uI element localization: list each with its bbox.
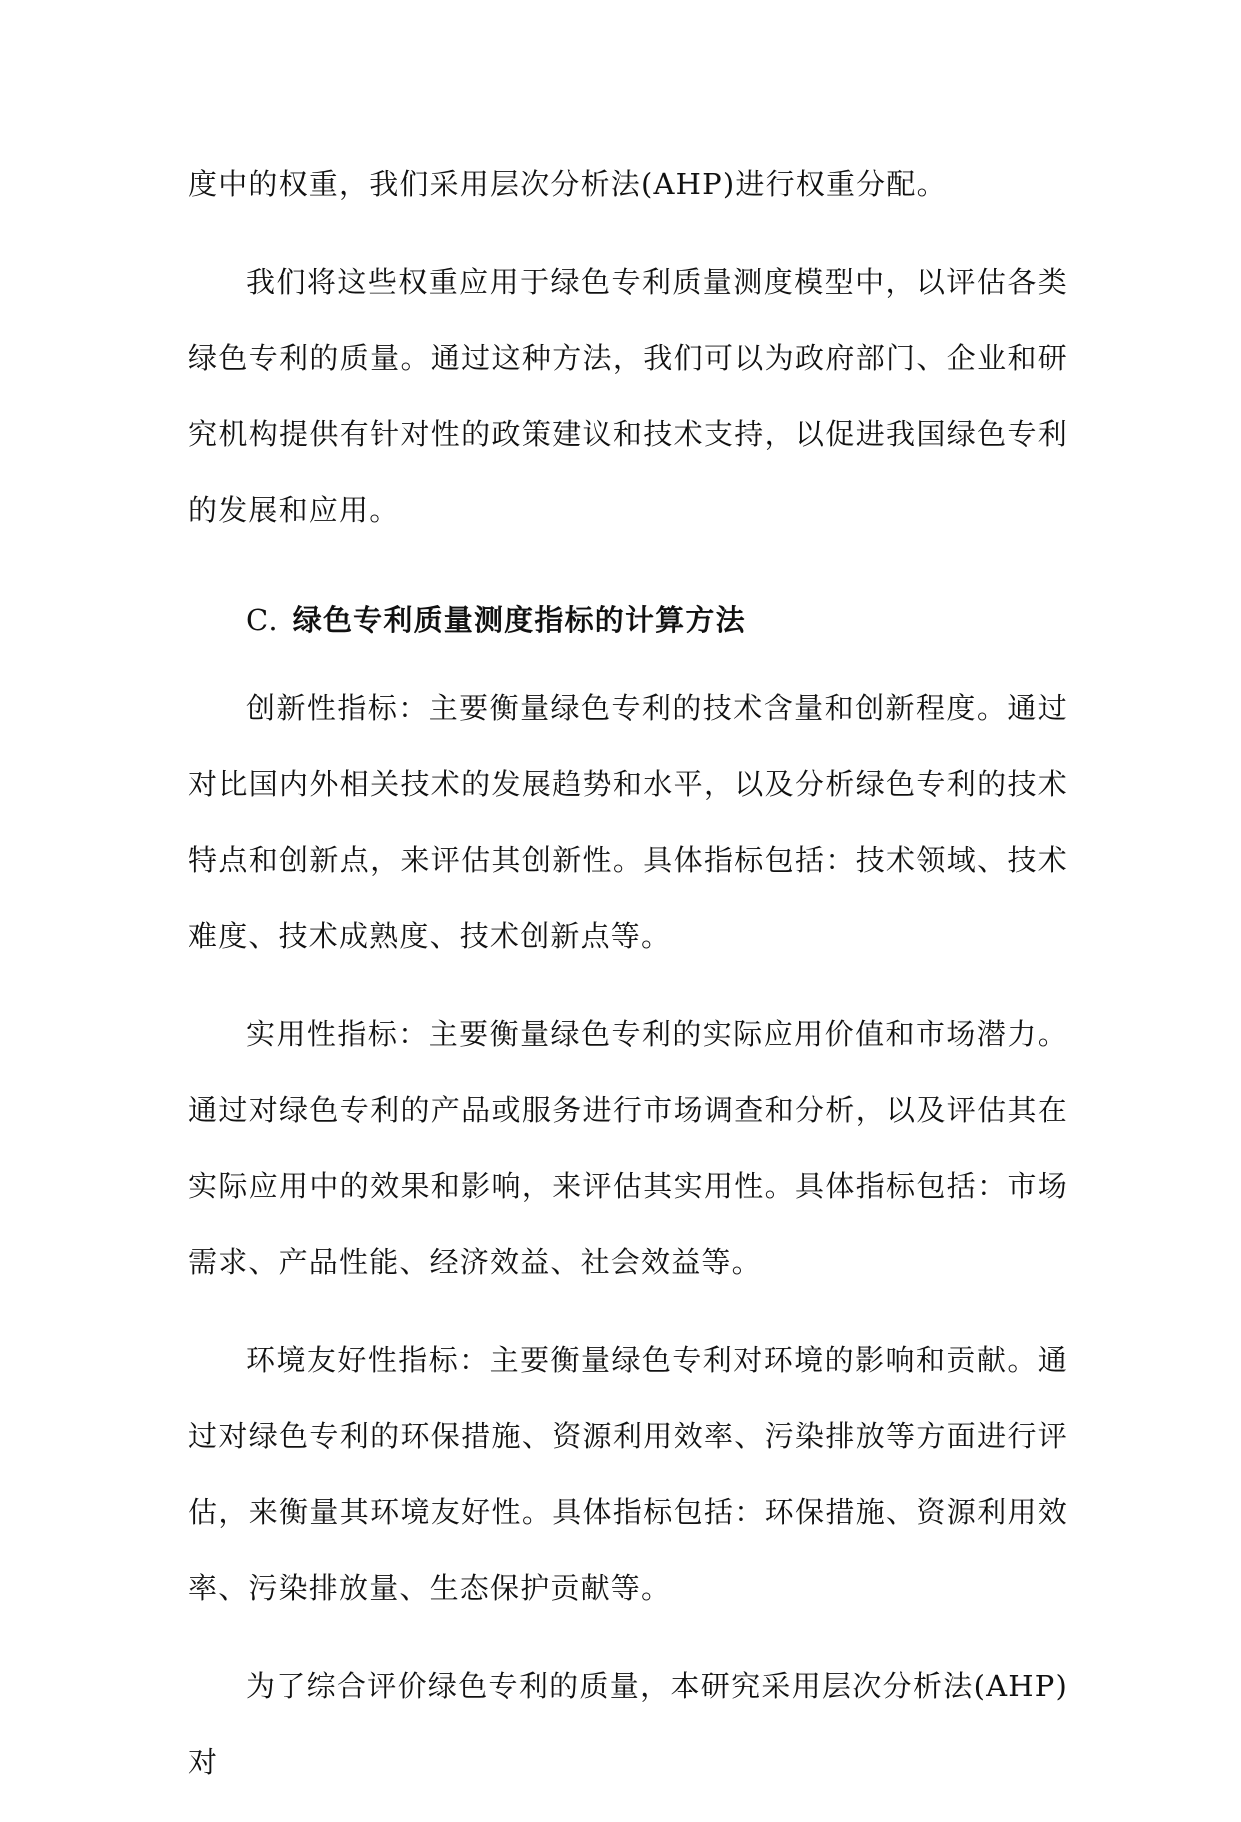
paragraph-weights-application: 我们将这些权重应用于绿色专利质量测度模型中，以评估各类绿色专利的质量。通过这种方法，我们可以为政府部门、企业和研究机构提供有针对性的政策建议和技术支持，以促进我国绿色专利的发展和应用。 <box>188 265 1068 527</box>
document-body <box>188 146 1068 1822</box>
paragraph-practicality-indicator: 实用性指标：主要衡量绿色专利的实际应用价值和市场潜力。通过对绿色专利的产品或服务进行市场调查和分析，以及评估其在实际应用中的效果和影响，来评估其实用性。具体指标包括：市场需求、产品性能、经济效益、社会效益等。 <box>188 1017 1068 1279</box>
paragraph-innovation-indicator: 创新性指标：主要衡量绿色专利的技术含量和创新程度。通过对比国内外相关技术的发展趋势和水平，以及分析绿色专利的技术特点和创新点，来评估其创新性。具体指标包括：技术领域、技术难度、技术成熟度、技术创新点等。 <box>188 691 1068 953</box>
section-number: C. <box>246 603 279 637</box>
section-heading <box>188 582 1068 658</box>
paragraph-continuation: 度中的权重，我们采用层次分析法(AHP)进行权重分配。 <box>188 167 947 201</box>
section-title: 绿色专利质量测度指标的计算方法 <box>292 603 746 637</box>
paragraph-environment-indicator: 环境友好性指标：主要衡量绿色专利对环境的影响和贡献。通过对绿色专利的环保措施、资源利用效率、污染排放等方面进行评估，来衡量其环境友好性。具体指标包括：环保措施、资源利用效率、污染排放量、生态保护贡献等。 <box>188 1343 1068 1605</box>
paragraph-ahp-evaluation: 为了综合评价绿色专利的质量，本研究采用层次分析法(AHP)对 <box>188 1669 1068 1779</box>
